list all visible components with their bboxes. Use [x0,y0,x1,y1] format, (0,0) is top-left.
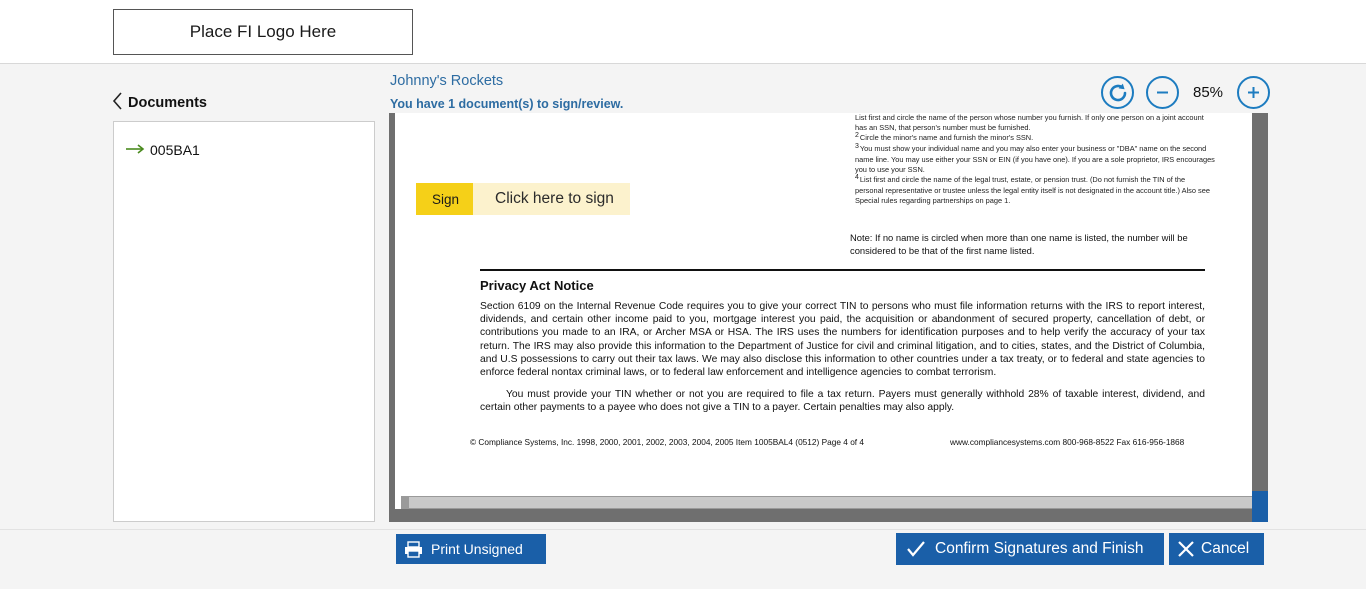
document-owner-title: Johnny's Rockets [390,73,504,89]
printer-icon [404,541,423,558]
fi-logo-placeholder [113,9,413,55]
document-list-item-label: 005BA1 [150,142,200,158]
zoom-controls [1101,76,1270,109]
confirm-signatures-label: Confirm Signatures and Finish [935,540,1144,557]
instruction-text-0: List first and circle the name of the person whose number you furnish. If only one person on a joint account has an SSN, that person's number must be furnished. [855,113,1204,133]
zoom-in-button[interactable] [1237,76,1270,109]
print-unsigned-button[interactable] [396,534,546,564]
print-unsigned-label: Print Unsigned [431,541,523,557]
instruction-text-1: Circle the minor's name and furnish the minor's SSN. [859,133,1034,143]
rotate-refresh-icon[interactable] [1101,76,1134,109]
privacy-paragraph-2: You must provide your TIN whether or not you are required to file a tax return. Payers must generally withhold 28% of taxable interest, dividend, and certain other payments to a payee who does not give a TIN to a payer. Certain penalties may also apply. [480,389,1205,414]
check-icon [906,540,926,558]
vertical-scrollbar-thumb[interactable] [1252,491,1268,522]
instruction-marker-3: 3 [855,143,859,151]
list-item[interactable] [114,134,374,166]
chevron-left-icon[interactable] [112,92,123,114]
back-to-documents-link[interactable]: Documents [128,95,207,111]
cancel-button[interactable] [1169,533,1264,565]
irs-instructions-block [855,113,1215,206]
cancel-label: Cancel [1201,540,1250,557]
section-divider [480,269,1205,271]
instruction-text-3: List first and circle the name of the legal trust, estate, or pension trust. (Do not furnish the TIN of the personal representative or trustee unless the legal entity itself is not designated in the account title.) Also see Special rules regarding partnerships on page 1. [855,175,1210,206]
click-here-to-sign-label[interactable]: Click here to sign [473,183,630,215]
sign-tag-label: Sign [416,183,473,215]
close-x-icon [1177,540,1195,558]
sign-here-tag[interactable] [416,183,630,215]
document-page [395,113,1252,509]
instruction-text-2: You must show your individual name and you may also enter your business or "DBA" name on the second name line. You may use either your SSN or EIN (if you have one). If you are a sole proprietor, IRS encourages you to use your SSN. [855,144,1215,174]
privacy-paragraph-1: Section 6109 on the Internal Revenue Code requires you to give your correct TIN to persons who must file information returns with the IRS to report interest, dividends, and certain other income paid to you, mortgage interest you paid, the acquisition or abandonment of secured property, cancellation of debt, or contributions you made to an IRA, or Archer MSA or HSA. The IRS uses the numbers for identification purposes and to help verify the accuracy of your tax return. The IRS may also provide this information to the Department of Justice for civil and criminal litigation, and to cities, states, and the District of Columbia, and U.S possessions to carry out their tax laws. We may also disclose this information to other countries under a tax treaty, or to federal and state agencies to enforce federal nontax criminal laws, or to federal law enforcement and intelligence agencies to combat terrorism. [480,301,1205,378]
arrow-right-icon [126,142,150,158]
privacy-act-title: Privacy Act Notice [480,278,594,293]
privacy-act-body [480,300,1205,423]
zoom-out-button[interactable] [1146,76,1179,109]
document-status-text: You have 1 document(s) to sign/review. [390,97,624,111]
horizontal-scrollbar-thumb[interactable] [409,497,1254,508]
document-footer-right: www.compliancesystems.com 800-968-8522 Fax 616-956-1868 [950,437,1185,447]
horizontal-scrollbar-track[interactable] [401,496,1258,509]
confirm-signatures-button[interactable] [896,533,1164,565]
instruction-marker-4: 4 [855,174,859,182]
documents-list-panel [113,121,375,522]
document-viewer[interactable] [389,113,1268,522]
zoom-level-value: 85% [1192,84,1224,101]
fi-logo-placeholder-text: Place FI Logo Here [189,22,337,41]
logo-bar [0,0,1366,64]
instruction-marker-2: 2 [855,132,859,140]
document-note: Note: If no name is circled when more than one name is listed, the number will be considered to be that of the first name listed. [850,232,1188,256]
document-footer-left: © Compliance Systems, Inc. 1998, 2000, 2001, 2002, 2003, 2004, 2005 Item 1005BAL4 (0512) Page 4 of 4 [470,437,865,447]
vertical-scrollbar-track[interactable] [1252,113,1268,522]
